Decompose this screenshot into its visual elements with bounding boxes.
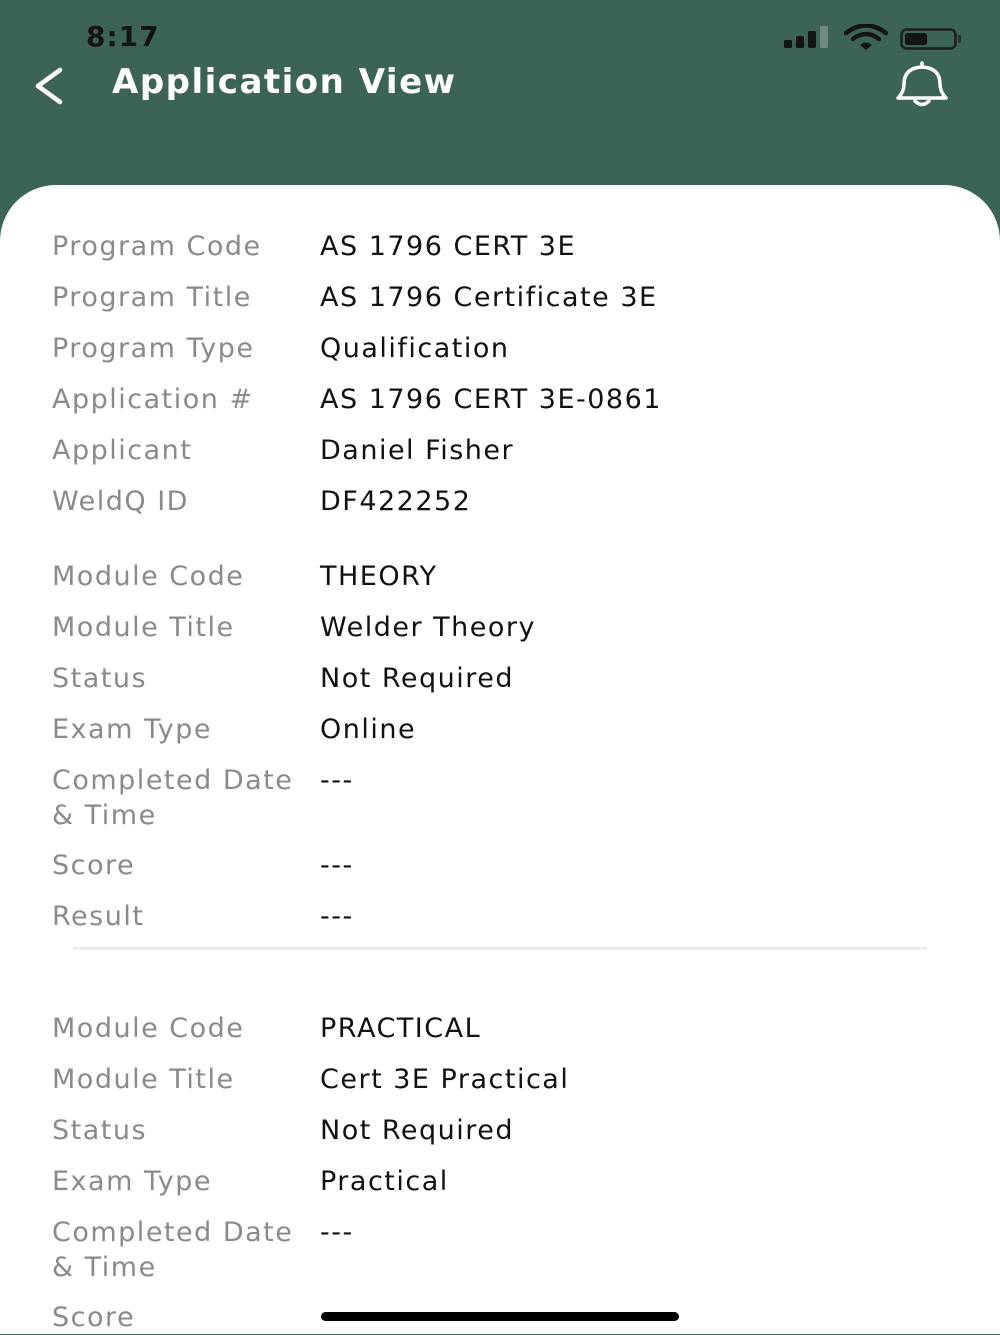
- module-label: Status: [52, 1115, 148, 1146]
- page-title: Application View: [112, 62, 457, 102]
- module-value: ---: [320, 901, 354, 932]
- module-value: THEORY: [320, 561, 438, 592]
- module-label: Result: [52, 901, 145, 932]
- module-value: Practical: [320, 1166, 449, 1197]
- detail-value: AS 1796 Certificate 3E: [320, 282, 658, 313]
- detail-value: DF422252: [320, 486, 472, 517]
- cellular-signal-icon: [784, 26, 830, 48]
- module-value: PRACTICAL: [320, 1013, 482, 1044]
- module-label: Exam Type: [52, 1166, 212, 1197]
- nav-bar: [0, 60, 1000, 130]
- status-icons: [772, 24, 962, 52]
- module-label: Module Title: [52, 1064, 235, 1095]
- module-value: Online: [320, 714, 417, 745]
- detail-label: Application #: [52, 384, 254, 415]
- module-value: Not Required: [320, 663, 515, 694]
- module-value: Not Required: [320, 1115, 515, 1146]
- module-label: Module Title: [52, 612, 235, 643]
- application-details-card: [0, 185, 1000, 1334]
- status-bar: [0, 0, 1000, 60]
- module-value: ---: [320, 850, 354, 881]
- wifi-icon: [844, 24, 888, 50]
- module-value: Welder Theory: [320, 612, 536, 643]
- detail-label: Program Type: [52, 333, 255, 364]
- back-chevron-icon[interactable]: [30, 64, 70, 108]
- module-value: ---: [320, 765, 354, 796]
- detail-value: AS 1796 CERT 3E-0861: [320, 384, 662, 415]
- module-label: Exam Type: [52, 714, 212, 745]
- detail-label: Program Title: [52, 282, 252, 313]
- module-value: Cert 3E Practical: [320, 1064, 570, 1095]
- detail-label: WeldQ ID: [52, 486, 189, 517]
- detail-label: Program Code: [52, 231, 262, 262]
- detail-value: Qualification: [320, 333, 510, 364]
- detail-value: Daniel Fisher: [320, 435, 515, 466]
- module-label: Completed Date & Time: [52, 765, 294, 831]
- module-label: Score: [52, 850, 136, 881]
- detail-value: AS 1796 CERT 3E: [320, 231, 577, 262]
- home-indicator[interactable]: [321, 1312, 679, 1321]
- module-label: Completed Date & Time: [52, 1217, 294, 1283]
- module-label: Module Code: [52, 1013, 245, 1044]
- module-label: Status: [52, 663, 148, 694]
- status-time: 8:17: [86, 20, 160, 53]
- detail-label: Applicant: [52, 435, 193, 466]
- notification-bell-icon[interactable]: [890, 60, 954, 110]
- module-label: Module Code: [52, 561, 245, 592]
- module-label: Score: [52, 1302, 136, 1333]
- section-divider: [73, 947, 927, 950]
- module-value: ---: [320, 1217, 354, 1248]
- battery-icon: [900, 28, 962, 50]
